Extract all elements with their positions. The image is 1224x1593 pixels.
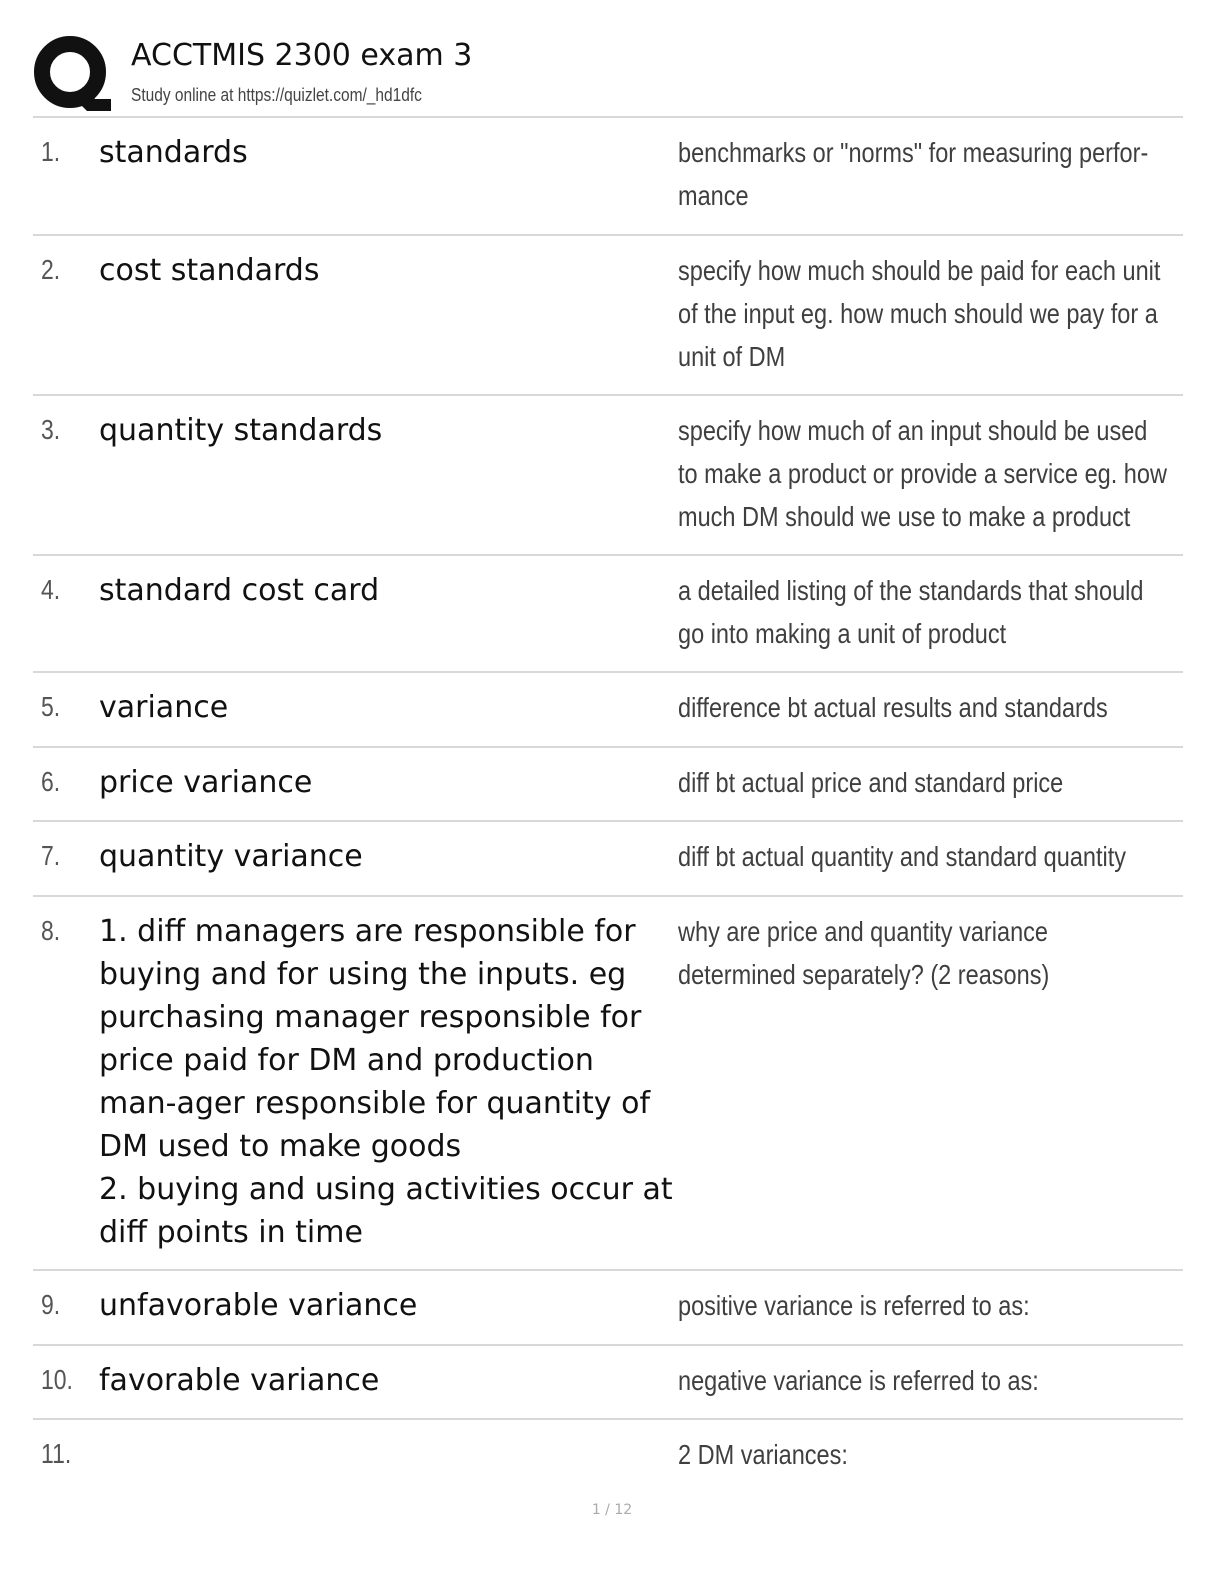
card-definition: why are price and quantity variance determined separately? (2 reasons) xyxy=(678,916,1050,990)
card-number: 7. xyxy=(41,840,61,871)
card-number: 1. xyxy=(41,136,61,167)
card-term: price variance xyxy=(99,765,313,800)
page-header xyxy=(33,33,1183,117)
divider xyxy=(33,746,1183,748)
quizlet-logo-icon xyxy=(33,35,111,113)
card-number: 11. xyxy=(41,1438,72,1469)
divider xyxy=(33,671,1183,673)
card-definition: difference bt actual results and standards xyxy=(678,692,1108,723)
card-definition: specify how much of an input should be used to make a product or provide a service eg. how much DM should we use to make a product xyxy=(678,415,1167,532)
card-term: unfavorable variance xyxy=(99,1288,418,1323)
card-number: 9. xyxy=(41,1289,61,1320)
divider xyxy=(33,394,1183,396)
page-number: 1 / 12 xyxy=(591,1502,633,1518)
divider xyxy=(33,234,1183,236)
card-number: 6. xyxy=(41,766,61,797)
card-definition: benchmarks or "norms" for measuring perfor-mance xyxy=(678,137,1149,211)
card-number: 8. xyxy=(41,915,61,946)
card-number: 10. xyxy=(41,1364,73,1395)
card-definition: positive variance is referred to as: xyxy=(678,1290,1030,1321)
card-number: 4. xyxy=(41,574,61,605)
divider xyxy=(33,554,1183,556)
card-definition: 2 DM variances: xyxy=(678,1439,848,1470)
card-definition: specify how much should be paid for each unit of the input eg. how much should we pay for a unit of DM xyxy=(678,255,1161,372)
divider xyxy=(33,820,1183,822)
study-online-link[interactable]: Study online at https://quizlet.com/_hd1dfc xyxy=(131,85,422,105)
page-title: ACCTMIS 2300 exam 3 xyxy=(131,38,473,73)
card-term: 1. diff managers are responsible for buying and for using the inputs. eg purchasing manager responsible for price paid for DM and production man-ager responsible for quantity of DM used to make goods 2. buying and using activities occur at diff points in time xyxy=(99,914,673,1250)
card-number: 3. xyxy=(41,414,61,445)
card-definition: a detailed listing of the standards that should go into making a unit of product xyxy=(678,575,1144,649)
card-definition: negative variance is referred to as: xyxy=(678,1365,1039,1396)
card-definition: diff bt actual price and standard price xyxy=(678,767,1064,798)
card-term: variance xyxy=(99,690,229,725)
divider xyxy=(33,1344,1183,1346)
card-term: standard cost card xyxy=(99,573,380,608)
card-term: cost standards xyxy=(99,253,320,288)
divider xyxy=(33,895,1183,897)
divider xyxy=(33,1269,1183,1271)
card-number: 2. xyxy=(41,254,61,285)
card-term: favorable variance xyxy=(99,1363,380,1398)
card-definition: diff bt actual quantity and standard quantity xyxy=(678,841,1127,872)
card-term: quantity standards xyxy=(99,413,383,448)
card-term: quantity variance xyxy=(99,839,363,874)
card-term: standards xyxy=(99,135,248,170)
divider xyxy=(33,1418,1183,1420)
divider xyxy=(33,116,1183,118)
card-number: 5. xyxy=(41,691,61,722)
